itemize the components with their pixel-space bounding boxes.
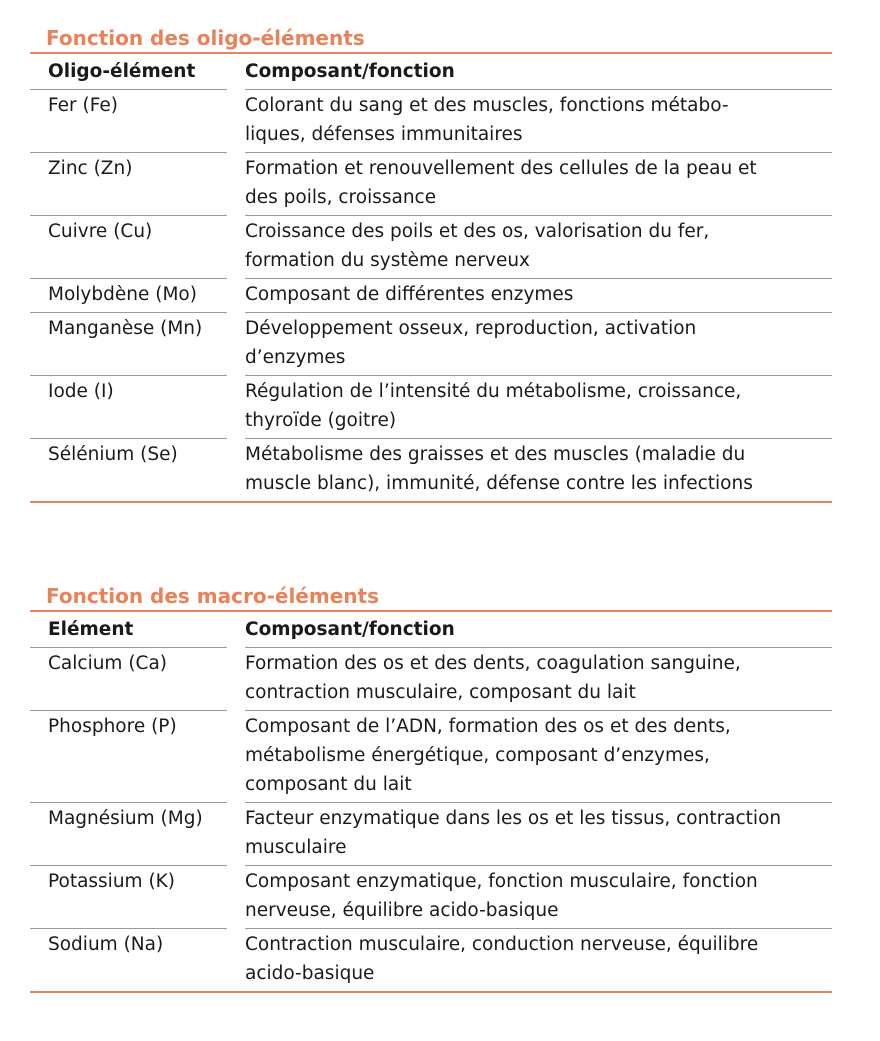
element-name-cell: Manganèse (Mn) [30,313,245,376]
element-name-cell: Molybdène (Mo) [30,279,245,313]
function-cell [245,216,832,279]
table-row [30,376,832,439]
function-text-line: composant du lait [245,774,412,795]
element-name-cell: Calcium (Ca) [30,648,245,711]
function-text-line: Formation des os et des dents, coagulation sanguine, [245,653,741,674]
function-cell [245,711,832,803]
function-text-line: Contraction musculaire, conduction nerveuse, équilibre [245,934,759,955]
table-row [30,216,832,279]
function-text-line: Développement osseux, reproduction, activation [245,318,697,339]
function-cell [245,313,832,376]
function-text-line: Composant enzymatique, fonction musculaire, fonction [245,871,758,892]
function-text-line: formation du système nerveux [245,250,530,271]
function-text-line: contraction musculaire, composant du lait [245,682,636,703]
function-text-line: Régulation de l’intensité du métabolisme, croissance, [245,381,742,402]
function-text-line: Colorant du sang et des muscles, fonctions métabo- [245,95,729,116]
function-text-line: d’enzymes [245,347,346,368]
column-header-element: Oligo-élément [30,54,245,90]
function-cell [245,929,832,993]
element-name-cell: Sélénium (Se) [30,439,245,503]
column-header-function: Composant/fonction [245,54,832,90]
element-name-cell: Potassium (K) [30,866,245,929]
table-row [30,279,832,313]
element-name-cell: Iode (I) [30,376,245,439]
function-text-line: Composant de l’ADN, formation des os et des dents, [245,716,731,737]
function-cell [245,90,832,153]
oligo-elements-table [30,54,832,503]
oligo-elements-section [30,22,832,503]
function-text-line: Composant de différentes enzymes [245,284,574,305]
column-header-function: Composant/fonction [245,612,832,648]
table-row [30,866,832,929]
table-header-row [30,612,832,648]
table-row [30,153,832,216]
function-text-line: Facteur enzymatique dans les os et les tissus, contraction [245,808,782,829]
function-text-line: musculaire [245,837,347,858]
element-name-cell: Fer (Fe) [30,90,245,153]
function-text-line: muscle blanc), immunité, défense contre les infections [245,473,753,494]
function-text-line: Formation et renouvellement des cellules de la peau et [245,158,757,179]
macro-table-body [30,648,832,993]
table-header-row [30,54,832,90]
function-cell [245,803,832,866]
function-text-line: acido-basique [245,963,375,984]
function-text-line: Métabolisme des graisses et des muscles (maladie du [245,444,746,465]
table-row [30,929,832,993]
macro-elements-table [30,612,832,993]
function-text-line: des poils, croissance [245,187,437,208]
function-cell [245,439,832,503]
function-text-line: métabolisme énergétique, composant d’enzymes, [245,745,710,766]
function-text-line: liques, défenses immunitaires [245,124,523,145]
function-cell [245,376,832,439]
macro-section-title: Fonction des macro-éléments [30,580,832,612]
element-name-cell: Magnésium (Mg) [30,803,245,866]
table-row [30,648,832,711]
element-name-cell: Sodium (Na) [30,929,245,993]
function-text-line: Croissance des poils et des os, valorisation du fer, [245,221,710,242]
table-row [30,439,832,503]
table-row [30,711,832,803]
function-cell [245,866,832,929]
function-cell [245,153,832,216]
oligo-table-body [30,90,832,503]
element-name-cell: Zinc (Zn) [30,153,245,216]
table-row [30,313,832,376]
function-cell [245,279,832,313]
function-cell [245,648,832,711]
function-text-line: thyroïde (goitre) [245,410,397,431]
table-row [30,803,832,866]
macro-elements-section [30,580,832,993]
column-header-element: Elément [30,612,245,648]
element-name-cell: Cuivre (Cu) [30,216,245,279]
oligo-section-title: Fonction des oligo-éléments [30,22,832,54]
table-row [30,90,832,153]
function-text-line: nerveuse, équilibre acido-basique [245,900,559,921]
element-name-cell: Phosphore (P) [30,711,245,803]
